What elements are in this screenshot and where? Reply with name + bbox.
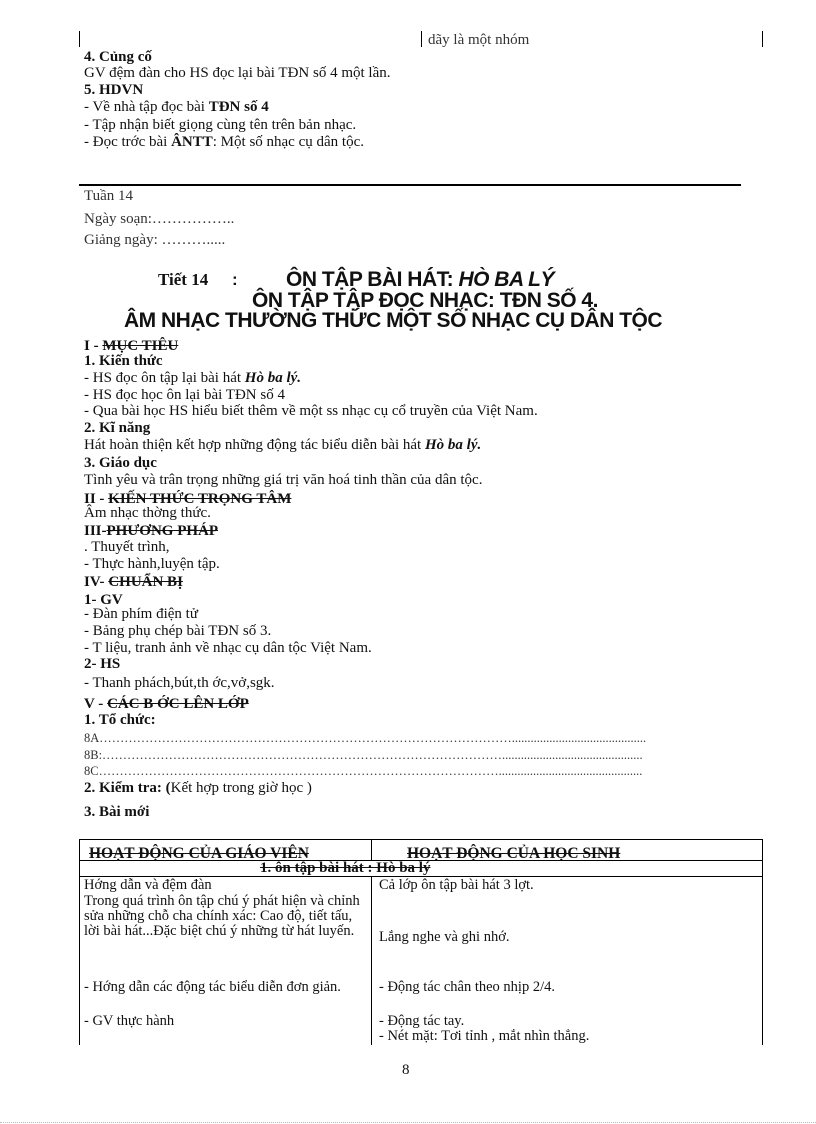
section-3-heading-prefix: III- (84, 523, 107, 539)
section-1-heading-prefix: I - (84, 338, 103, 354)
section-5-check-label: 2. Kiểm tra: ( (84, 780, 171, 796)
teacher-row-3: - Hớng dẫn các động tác biểu diễn đơn giản. (84, 979, 341, 995)
title-line-3: ÂM NHẠC THƯỜNG THỨC MỘT SỐ NHẠC CỤ DÂN TỘC (124, 309, 663, 332)
section-2-heading-text: KIẾN THỨC TRỌNG TÂM (108, 491, 292, 507)
date-teach: Giảng ngày: ………..... (84, 232, 226, 248)
section-1-k2: - HS đọc học ôn lại bài TĐN số 4 (84, 387, 285, 403)
table-mid-border (371, 876, 372, 1045)
section-4-heading-text: CHUẨN BỊ (108, 574, 183, 590)
prev-paragraph-4: GV đệm đàn cho HS đọc lại bài TĐN số 4 một lần. (84, 65, 391, 81)
section-4-heading (84, 575, 183, 590)
section-4-hs1: - Thanh phách,bút,th ớc,vở,sgk. (84, 675, 275, 691)
section-5-org: 1. Tổ chức: (84, 712, 156, 728)
student-row-3: - Động tác chân theo nhịp 2/4. (379, 979, 555, 995)
section-4-hs: 2- HS (84, 656, 121, 672)
table-top-border (79, 839, 763, 840)
section-1-g1: Tình yêu và trân trọng những giá trị văn hoá tinh thần của dân tộc. (84, 472, 483, 488)
teacher-row-1: Hớng dẫn và đệm đàn (84, 877, 212, 893)
lesson-divider (79, 184, 741, 186)
top-table-right-border (762, 31, 763, 47)
section-3-heading (84, 524, 218, 539)
title-line-1-song: HÒ BA LÝ (458, 268, 555, 291)
section-1-heading (84, 339, 178, 354)
student-row-2: Lắng nghe và ghi nhớ. (379, 929, 510, 945)
section-4-gv1: - Đàn phím điện tử (84, 606, 198, 622)
section-5-heading-text: CÁC B ỚC LÊN LỚP (107, 696, 249, 712)
section-1-k1-song: Hò ba lý. (244, 370, 302, 386)
col-teacher-header: HOẠT ĐỘNG CỦA GIÁO VIÊN (89, 845, 309, 862)
section-5-heading-prefix: V - (84, 696, 108, 712)
prev-line-1-bold: TĐN số 4 (208, 99, 269, 115)
section-1-s1-text: Hát hoàn thiện kết hợp những động tác biểu diễn bài hát (84, 437, 425, 453)
section-1-sub-3: 3. Giáo dục (84, 455, 157, 471)
table-right-border (762, 839, 763, 1045)
class-8c: 8C…………………………………………………………………………………….............................................. (84, 765, 643, 778)
section-3-l1: . Thuyết trình, (84, 539, 170, 555)
student-row-4: - Động tác tay. (379, 1013, 465, 1029)
section-1-heading-text: MỤC TIÊU (102, 338, 179, 354)
student-row-1: Cả lớp ôn tập bài hát 3 lợt. (379, 877, 534, 893)
section-1-k3: - Qua bài học HS hiểu biết thêm về một ss nhạc cụ cổ truyền của Việt Nam. (84, 403, 538, 419)
section-5-heading (84, 697, 249, 712)
prev-heading-4: 4. Củng cố (84, 49, 152, 65)
prev-line-1 (84, 100, 269, 115)
class-8b: 8B:……………………………………………………………………………………............................................. (84, 749, 643, 762)
section-4-gv2: - Bảng phụ chép bài TĐN số 3. (84, 623, 272, 639)
table-mid-border-top (371, 839, 372, 860)
week-label: Tuần 14 (84, 188, 134, 204)
title-line-2: ÔN TẬP TẬP ĐỌC NHẠC: TĐN SỐ 4. (252, 289, 598, 312)
section-2-heading-prefix: II - (84, 491, 109, 507)
teacher-row-2: Trong quá trình ôn tập chú ý phát hiện và chỉnh sửa những chỗ cha chính xác: Cao độ, tiết tấu, lời bài hát...Đặc biệt chú ý những từ hát luyến. (84, 893, 360, 939)
section-4-gv3: - T liệu, tranh ảnh về nhạc cụ dân tộc Việt Nam. (84, 640, 372, 656)
prev-line-3 (84, 135, 364, 150)
lesson-number: Tiết 14 (158, 270, 209, 289)
section-1-k1-text: - HS đọc ôn tập lại bài hát (84, 370, 245, 386)
prev-line-3-post: : Một số nhạc cụ dân tộc. (212, 134, 364, 150)
section-4-heading-prefix: IV- (84, 574, 109, 590)
table-left-border (79, 839, 80, 1045)
lesson-colon: : (232, 270, 238, 289)
class-8a: 8A………………………………………………………………………………………........................................... (84, 732, 647, 745)
section-2-body: Âm nhạc thờng thức. (84, 505, 211, 521)
prev-heading-5: 5. HDVN (84, 82, 144, 98)
top-table-right-cell: dãy là một nhóm (428, 32, 530, 48)
col-student-header: HOẠT ĐỘNG CỦA HỌC SINH (407, 845, 621, 862)
prev-line-3-text: - Đọc trớc bài (84, 134, 172, 150)
section-5-check-text: Kết hợp trong giờ học ) (170, 780, 312, 796)
section-1-sub-1: 1. Kiến thức (84, 353, 163, 369)
top-table-left-border (79, 31, 80, 47)
top-table-mid-border (421, 31, 422, 47)
prev-line-1-text: - Về nhà tập đọc bài (84, 99, 209, 115)
table-section-title: 1. ôn tập bài hát : Hò ba lý (260, 860, 431, 876)
prev-line-3-bold: ÂNTT (171, 134, 213, 150)
section-5-check (84, 781, 312, 796)
student-row-5: - Nét mặt: Tơi tỉnh , mắt nhìn thẳng. (379, 1029, 590, 1044)
prev-line-2: - Tập nhận biết giọng cùng tên trên bản nhạc. (84, 117, 357, 133)
section-4-gv: 1- GV (84, 592, 123, 608)
title-line-1-text: ÔN TẬP BÀI HÁT: (286, 268, 459, 291)
section-1-sub-2: 2. Kĩ năng (84, 420, 151, 436)
section-3-heading-text: PHƯƠNG PHÁP (106, 523, 219, 539)
section-1-k1 (84, 371, 301, 386)
section-1-s1-song: Hò ba lý. (424, 437, 482, 453)
date-prep: Ngày soạn:…………….. (84, 211, 235, 227)
section-3-l2: - Thực hành,luyện tập. (84, 556, 220, 572)
teacher-row-4: - GV thực hành (84, 1013, 175, 1029)
section-5-new: 3. Bài mới (84, 804, 150, 820)
page-number: 8 (402, 1062, 410, 1078)
section-1-s1 (84, 438, 481, 453)
